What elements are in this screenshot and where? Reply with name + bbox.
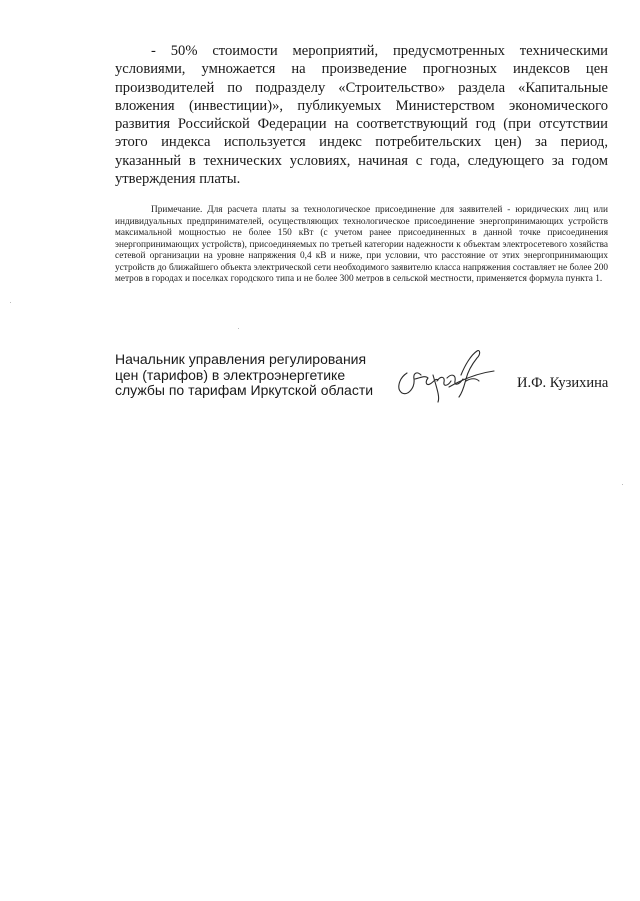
scan-speck — [10, 302, 11, 303]
signatory-title-line: службы по тарифам Иркутской области — [115, 382, 374, 398]
scan-speck — [622, 484, 623, 485]
signatory-name: И.Ф. Кузихина — [517, 375, 609, 391]
handwritten-signature — [393, 345, 501, 407]
note-paragraph: Примечание. Для расчета платы за технологическое присоединение для заявителей - юридических лиц или индивидуальных предпринимателей, осуществляющих технологическое присоединение энергопринимающих устройств максимальной мощностью не более 150 кВт (с учетом ранее присоединенных в данной точке присоединения энергопринимающих устройств), присоединяемых по третьей категории надежности к объектам электросетевого хозяйства сетевой организации на уровне напряжения 0,4 кВ и ниже, при условии, что расстояние от этих энергопринимающих устройств до ближайшего объекта электрической сети необходимого заявителю класса напряжения составляет не более 200 метров в городах и поселках городского типа и не более 300 метров в сельской местности, применяется формула пункта 1. — [115, 205, 608, 284]
signatory-title-line: Начальник управления регулирования — [115, 351, 367, 367]
signatory-title-line: цен (тарифов) в электроэнергетике — [115, 366, 346, 383]
scan-speck — [238, 328, 239, 329]
main-paragraph: - 50% стоимости мероприятий, предусмотренных техническими условиями, умножается на произведение прогнозных индексов цен производителей по подразделу «Строительство» раздела «Капитальные вложения (инвестиции)», публикуемых Министерством экономического развития Российской Федерации на соответствующий год (при отсутствии этого индекса используется индекс потребительских цен) за период, указанный в технических условиях, начиная с года, следующего за годом утверждения платы. — [115, 43, 608, 188]
signatory-title — [115, 352, 385, 399]
